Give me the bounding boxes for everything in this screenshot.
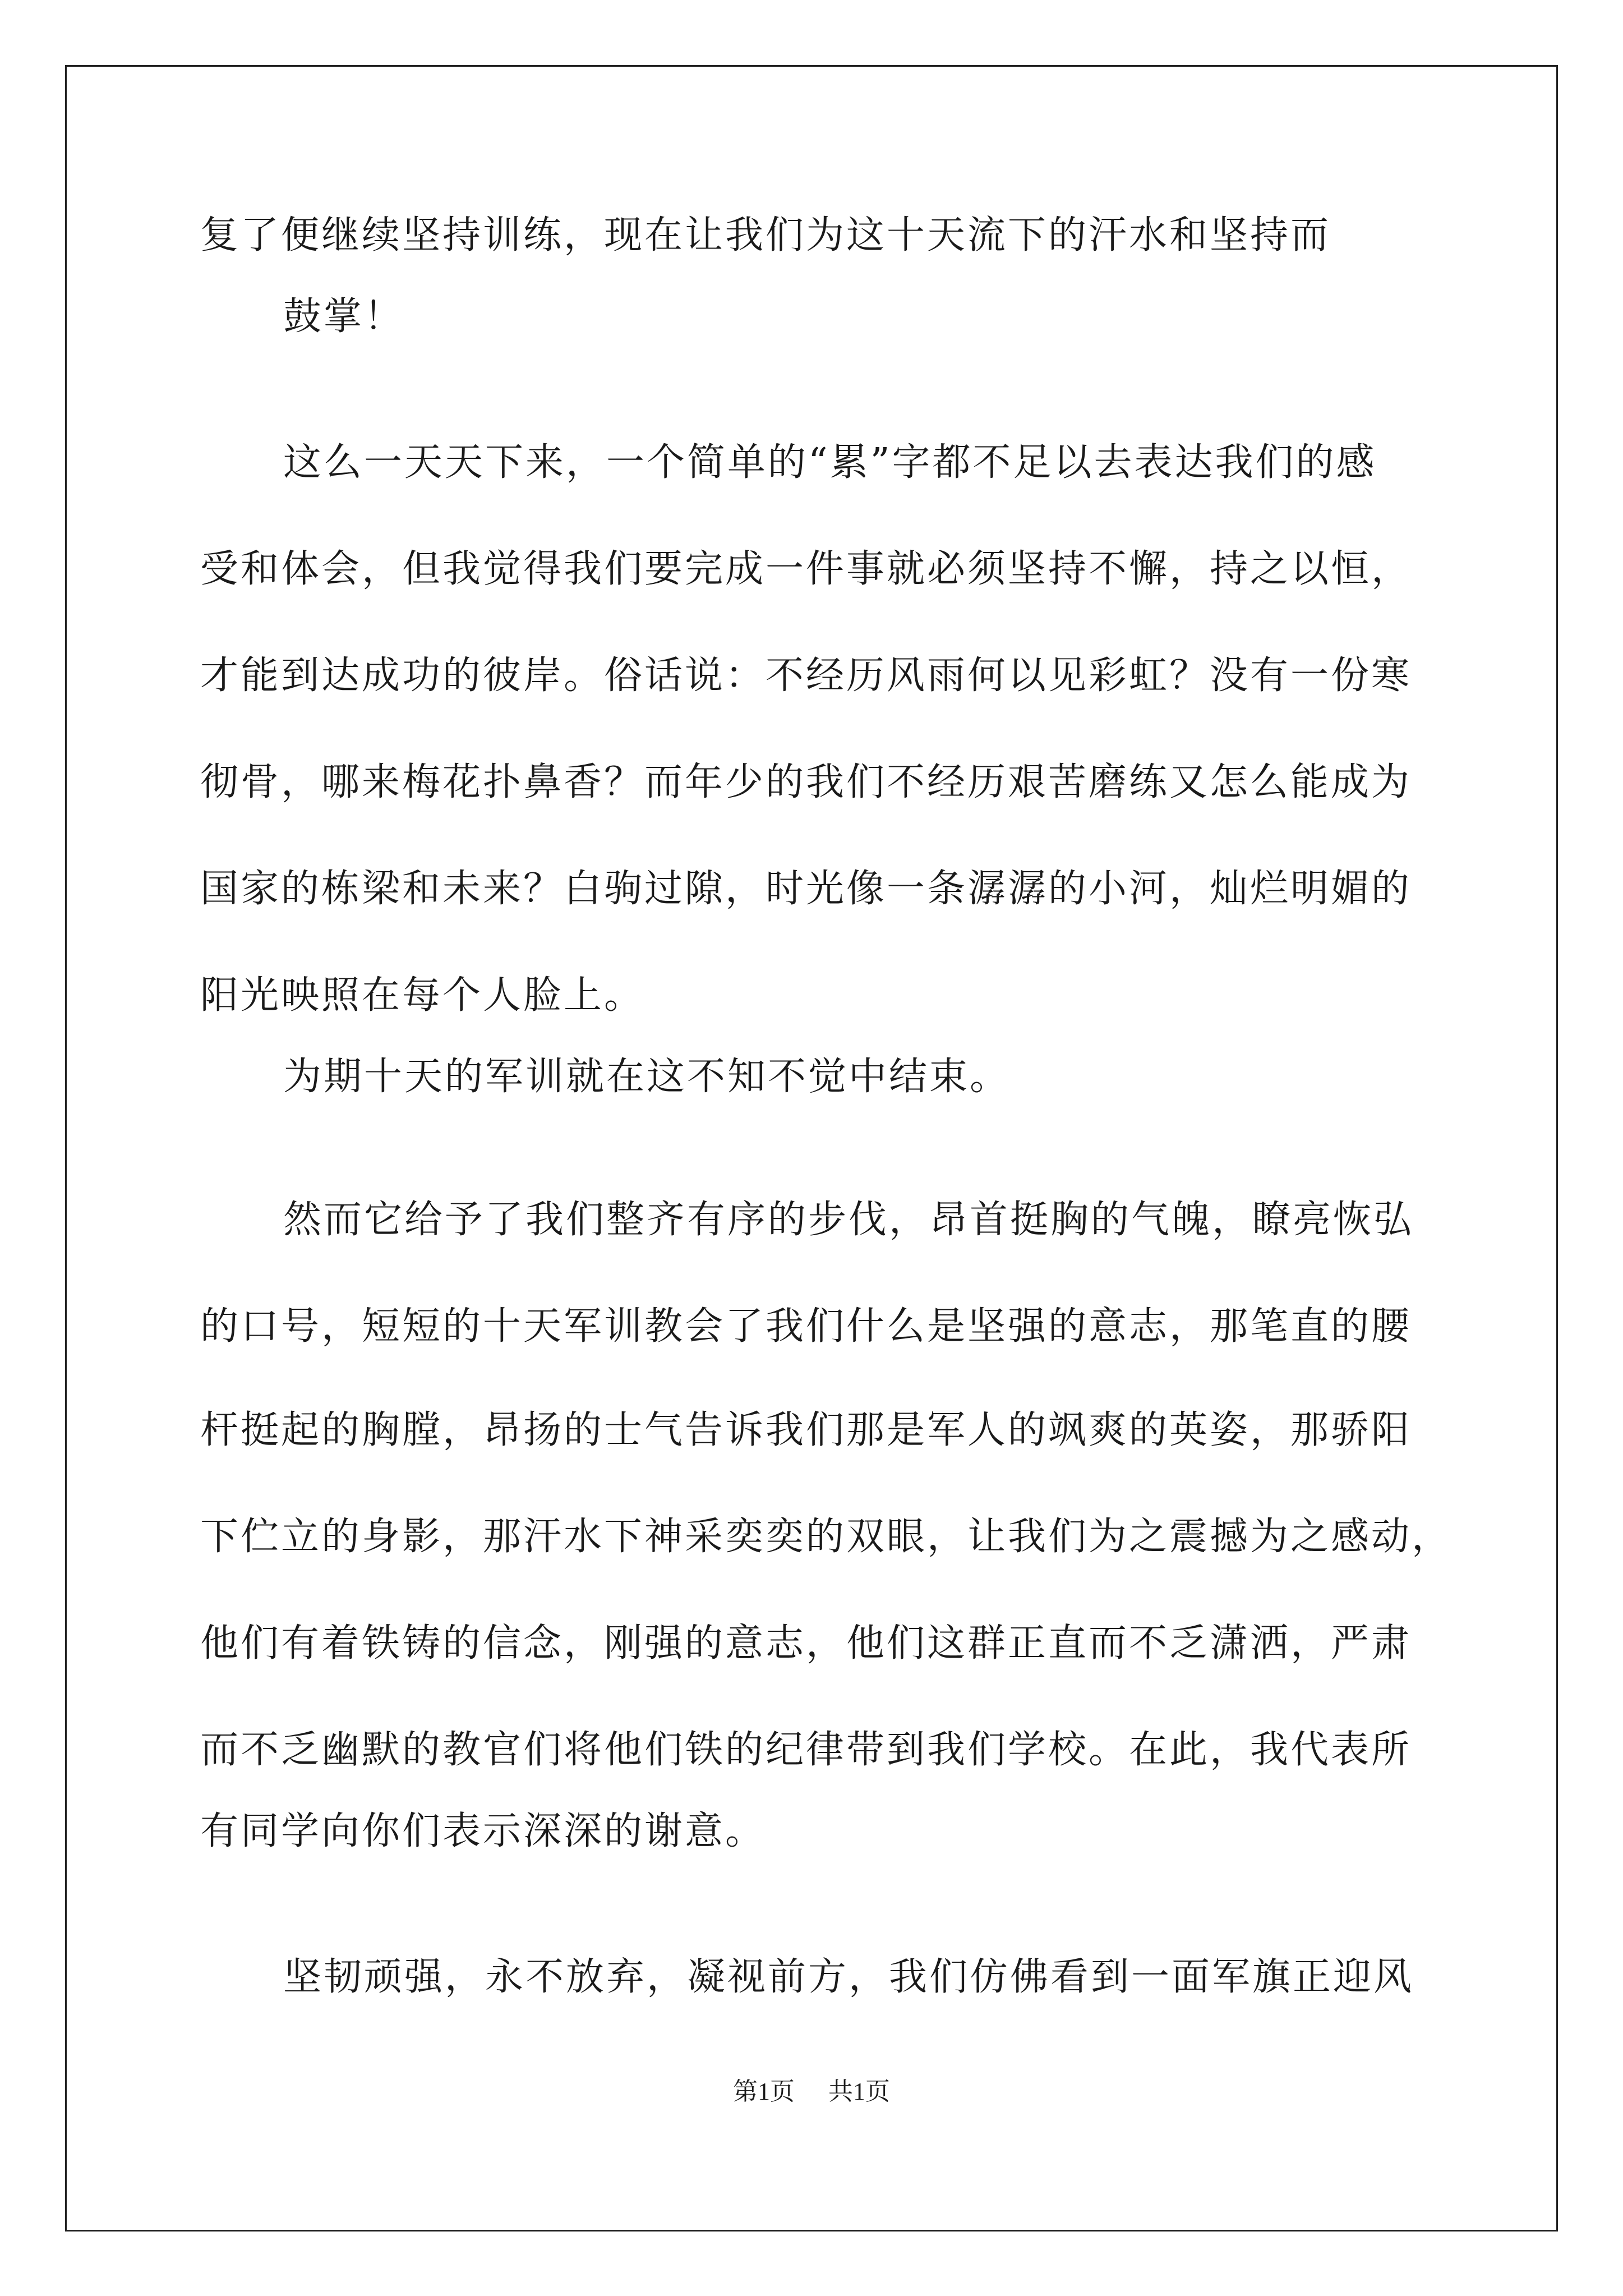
text-line: 坚韧顽强，永不放弃，凝视前方，我们仿佛看到一面军旗正迎风 bbox=[283, 1955, 1414, 1999]
text-line: 鼓掌！ bbox=[283, 295, 405, 339]
text-line: 杆挺起的胸膛，昂扬的士气告诉我们那是军人的飒爽的英姿，那骄阳 bbox=[200, 1408, 1412, 1452]
text-line: 下伫立的身影，那汗水下神采奕奕的双眼，让我们为之震撼为之感动， bbox=[200, 1515, 1453, 1559]
page-footer bbox=[0, 2075, 1623, 2109]
page-total: 共1页 bbox=[828, 2078, 890, 2105]
text-line: 才能到达成功的彼岸。俗话说：不经历风雨何以见彩虹？没有一份寒 bbox=[200, 654, 1412, 698]
text-line: 国家的栋梁和未来？白驹过隙，时光像一条潺潺的小河，灿烂明媚的 bbox=[200, 867, 1412, 911]
text-line: 彻骨，哪来梅花扑鼻香？而年少的我们不经历艰苦磨练又怎么能成为 bbox=[200, 760, 1412, 804]
text-line: 受和体会，但我觉得我们要完成一件事就必须坚持不懈，持之以恒， bbox=[200, 547, 1412, 591]
text-line: 他们有着铁铸的信念，刚强的意志，他们这群正直而不乏潇洒，严肃 bbox=[200, 1621, 1412, 1665]
text-line: 复了便继续坚持训练，现在让我们为这十天流下的汗水和坚持而 bbox=[200, 213, 1331, 257]
page-number: 第1页 bbox=[733, 2078, 795, 2105]
text-line: 这么一天天下来，一个简单的“累”字都不足以去表达我们的感 bbox=[283, 440, 1377, 485]
text-line: 的口号，短短的十天军训教会了我们什么是坚强的意志，那笔直的腰 bbox=[200, 1304, 1412, 1349]
text-line: 而不乏幽默的教官们将他们铁的纪律带到我们学校。在此，我代表所 bbox=[200, 1728, 1412, 1772]
text-line: 为期十天的军训就在这不知不觉中结束。 bbox=[283, 1055, 1011, 1099]
text-line: 然而它给予了我们整齐有序的步伐，昂首挺胸的气魄，瞭亮恢弘 bbox=[283, 1198, 1414, 1242]
text-line: 有同学向你们表示深深的谢意。 bbox=[200, 1809, 766, 1853]
page-border bbox=[65, 65, 1558, 2231]
text-line: 阳光映照在每个人脸上。 bbox=[200, 973, 645, 1018]
